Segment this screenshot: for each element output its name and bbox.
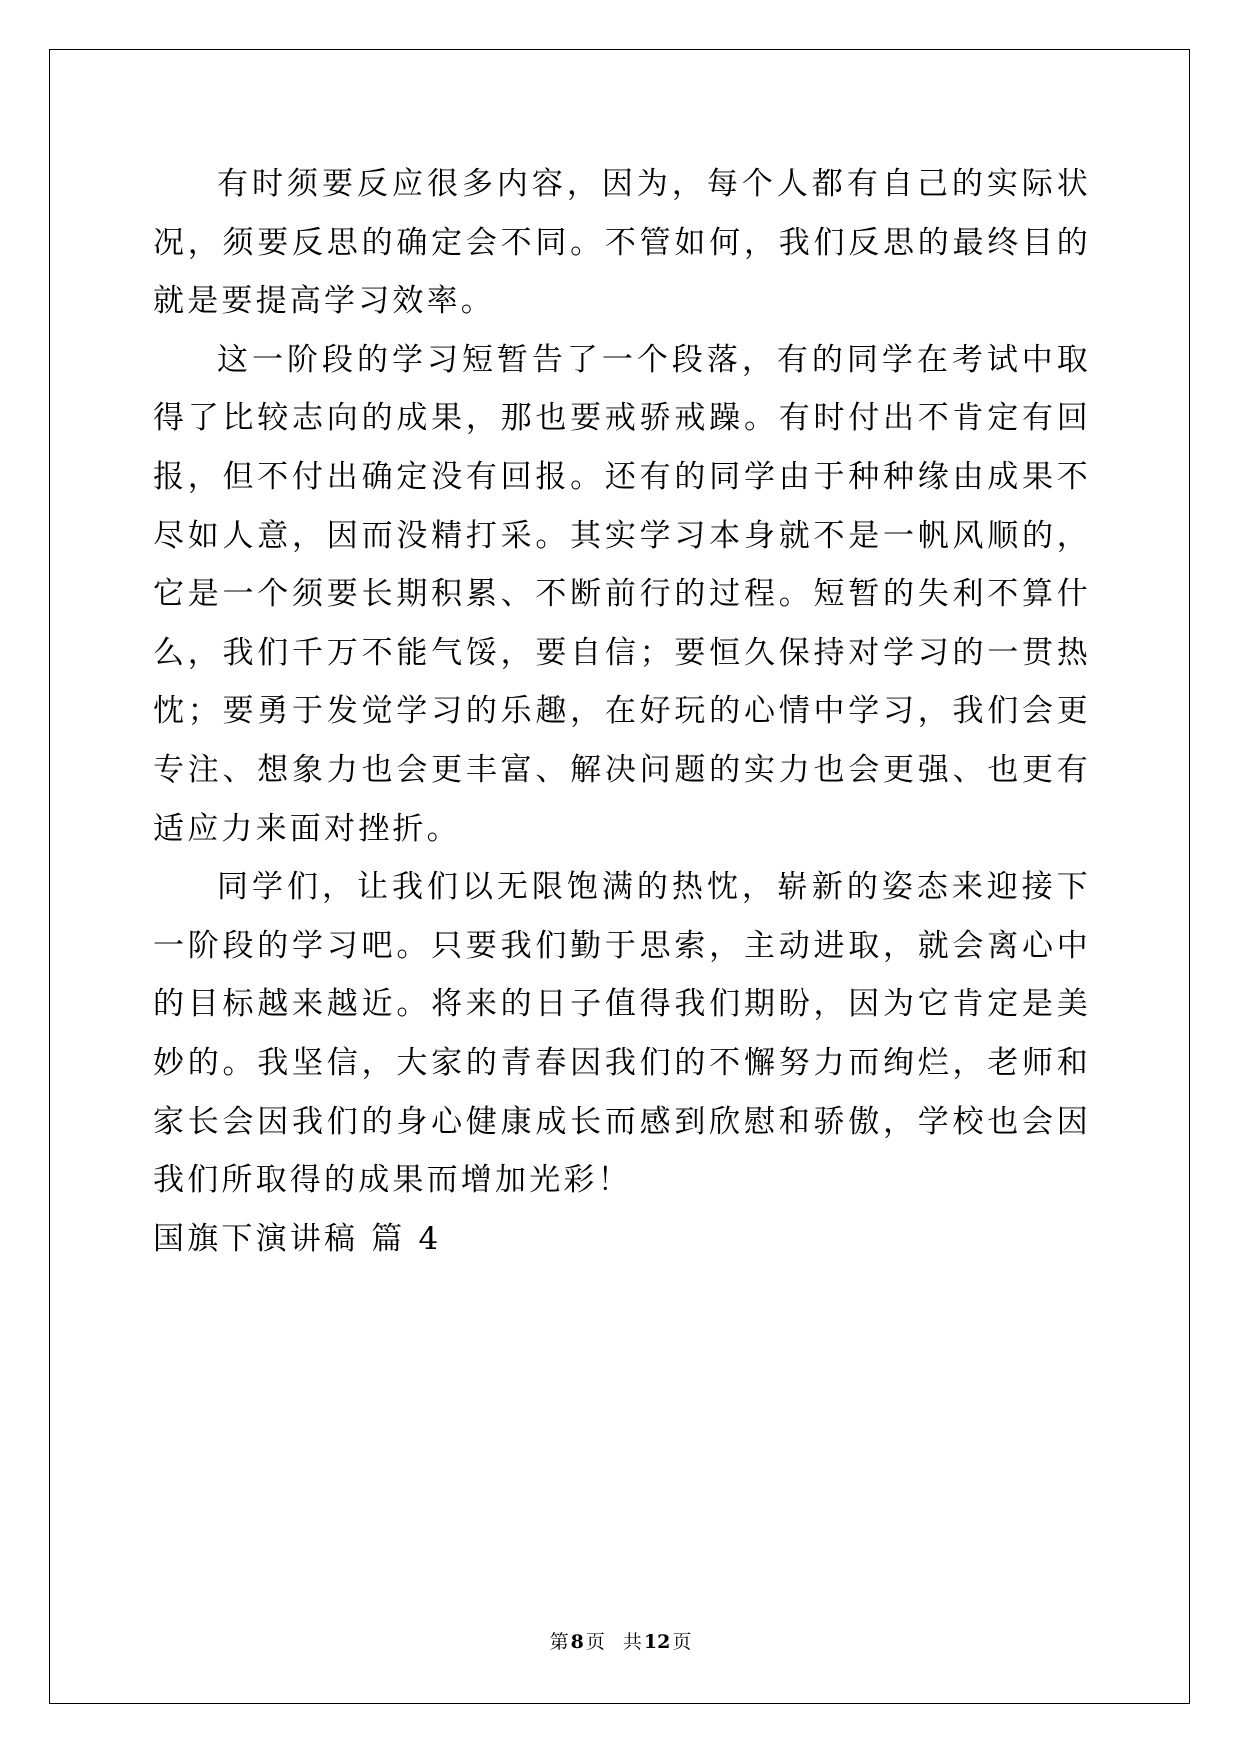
total-pages-number: 12: [643, 1631, 671, 1653]
document-body: [153, 155, 1091, 1268]
paragraph-3: 同学们，让我们以无限饱满的热忱，崭新的姿态来迎接下一阶段的学习吧。只要我们勤于思索，主动进取，就会离心中的目标越来越近。将来的日子值得我们期盼，因为它肯定是美妙的。我坚信，大家的青春因我们的不懈努力而绚烂，老师和家长会因我们的身心健康成长而感到欣慰和骄傲，学校也会因我们所取得的成果而增加光彩！: [153, 869, 1091, 1199]
paragraph-2: 这一阶段的学习短暂告了一个段落，有的同学在考试中取得了比较志向的成果，那也要戒骄戒躁。有时付出不肯定有回报，但不付出确定没有回报。还有的同学由于种种缘由成果不尽如人意，因而没精打采。其实学习本身就不是一帆风顺的，它是一个须要长期积累、不断前行的过程。短暂的失利不算什么，我们千万不能气馁，要自信；要恒久保持对学习的一贯热忱；要勇于发觉学习的乐趣，在好玩的心情中学习，我们会更专注、想象力也会更丰富、解决问题的实力也会更强、也更有适应力来面对挫折。: [153, 341, 1091, 847]
total-prefix: 共: [622, 1631, 642, 1653]
total-suffix: 页: [672, 1631, 692, 1653]
current-page-number: 8: [570, 1631, 584, 1653]
section-heading: 国旗下演讲稿 篇 4: [153, 1220, 442, 1257]
paragraph-1: 有时须要反应很多内容，因为，每个人都有自己的实际状况，须要反思的确定会不同。不管如何，我们反思的最终目的就是要提高学习效率。: [153, 166, 1091, 320]
page-footer: [0, 1630, 1241, 1654]
page-suffix: 页: [585, 1631, 605, 1653]
page-prefix: 第: [549, 1631, 569, 1653]
